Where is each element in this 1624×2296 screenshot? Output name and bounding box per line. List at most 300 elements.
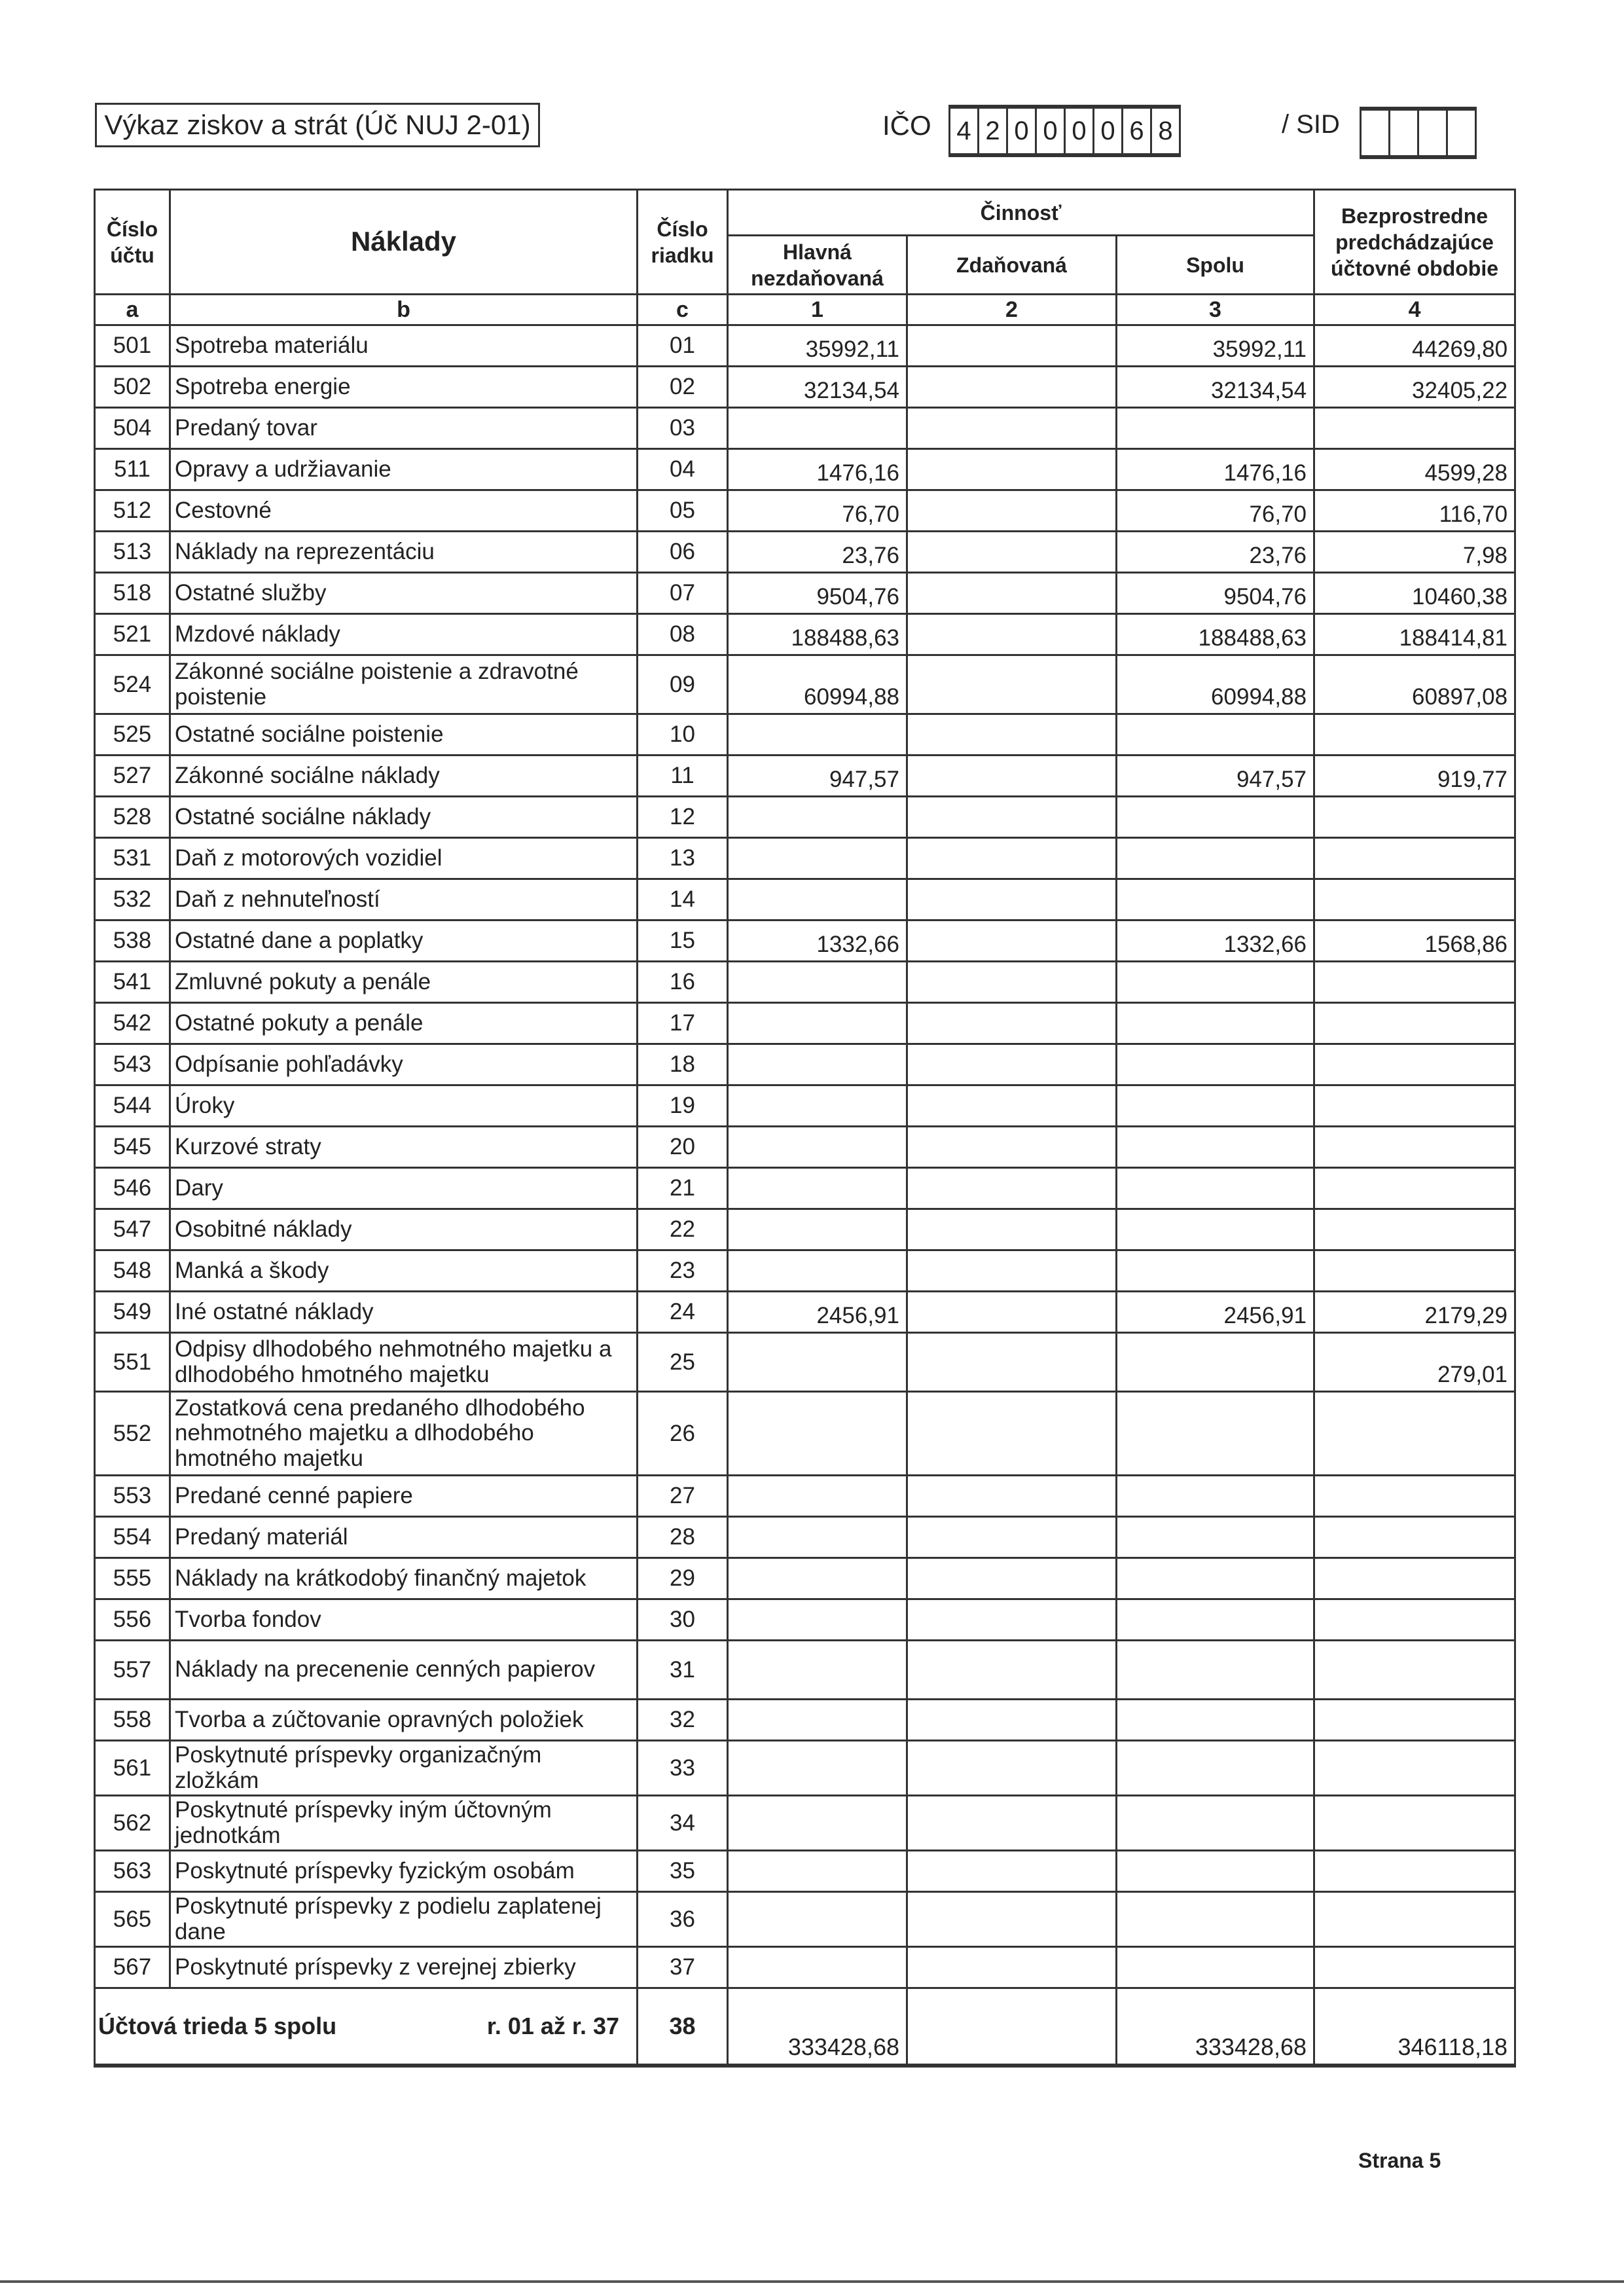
total-main-untaxed-cell[interactable]: 333428,68 [728, 1988, 907, 2066]
taxed-value-cell[interactable] [907, 614, 1117, 655]
total-value-cell[interactable] [1117, 1003, 1314, 1044]
account-number-cell: 565 [95, 1892, 170, 1947]
digit-box[interactable]: 0 [1066, 109, 1094, 153]
total-value-cell[interactable] [1117, 1209, 1314, 1250]
table-row [95, 1517, 1515, 1558]
total-value-cell[interactable] [1117, 1599, 1314, 1641]
col-header-costs: Náklady [170, 190, 638, 295]
row-number-cell: 20 [638, 1127, 728, 1168]
table-row [95, 325, 1515, 367]
account-number-cell: 512 [95, 490, 170, 532]
row-number-cell: 02 [638, 367, 728, 408]
table-row [95, 1392, 1515, 1476]
total-value-cell[interactable] [1117, 1476, 1314, 1517]
previous-period-value-cell[interactable] [1314, 1003, 1515, 1044]
taxed-value-cell[interactable] [907, 920, 1117, 962]
row-number-cell: 25 [638, 1333, 728, 1392]
cost-name-cell: Úroky [170, 1085, 638, 1127]
account-number-cell: 527 [95, 756, 170, 797]
col-header-total: Spolu [1117, 236, 1314, 295]
total-value-cell[interactable] [1117, 879, 1314, 920]
total-value-cell[interactable]: 947,57 [1117, 756, 1314, 797]
taxed-value-cell[interactable] [907, 1796, 1117, 1851]
cost-name-cell: Mzdové náklady [170, 614, 638, 655]
digit-box[interactable]: 6 [1123, 109, 1152, 153]
table-row [95, 838, 1515, 879]
account-number-cell: 541 [95, 962, 170, 1003]
main-untaxed-value-cell[interactable] [728, 1003, 907, 1044]
previous-period-value-cell[interactable] [1314, 714, 1515, 756]
cost-name-cell: Odpísanie pohľadávky [170, 1044, 638, 1085]
table-row [95, 367, 1515, 408]
cost-name-cell: Predaný tovar [170, 408, 638, 449]
main-untaxed-value-cell[interactable] [728, 1044, 907, 1085]
main-untaxed-value-cell[interactable]: 32134,54 [728, 367, 907, 408]
column-index-cell: a [95, 295, 170, 325]
total-value-cell[interactable] [1117, 1851, 1314, 1892]
taxed-value-cell[interactable] [907, 1292, 1117, 1333]
taxed-value-cell[interactable] [907, 655, 1117, 714]
previous-period-value-cell[interactable]: 60897,08 [1314, 655, 1515, 714]
main-untaxed-value-cell[interactable] [728, 879, 907, 920]
taxed-value-cell[interactable] [907, 325, 1117, 367]
account-number-cell: 551 [95, 1333, 170, 1392]
total-value-cell[interactable] [1117, 408, 1314, 449]
form-title: Výkaz ziskov a strát (Úč NUJ 2-01) [95, 103, 540, 147]
total-value-cell[interactable] [1117, 1796, 1314, 1851]
taxed-value-cell[interactable] [907, 1599, 1117, 1641]
taxed-value-cell[interactable] [907, 1517, 1117, 1558]
main-untaxed-value-cell[interactable]: 188488,63 [728, 614, 907, 655]
previous-period-value-cell[interactable] [1314, 962, 1515, 1003]
previous-period-value-cell[interactable] [1314, 1392, 1515, 1476]
account-number-cell: 538 [95, 920, 170, 962]
main-untaxed-value-cell[interactable]: 76,70 [728, 490, 907, 532]
previous-period-value-cell[interactable]: 10460,38 [1314, 573, 1515, 614]
main-untaxed-value-cell[interactable] [728, 1476, 907, 1517]
row-number-cell: 16 [638, 962, 728, 1003]
col-header-activity: Činnosť [728, 190, 1314, 236]
previous-period-value-cell[interactable]: 4599,28 [1314, 449, 1515, 490]
account-number-cell: 558 [95, 1700, 170, 1741]
taxed-value-cell[interactable] [907, 449, 1117, 490]
row-number-cell: 29 [638, 1558, 728, 1599]
column-index-cell: c [638, 295, 728, 325]
total-value-cell[interactable]: 23,76 [1117, 532, 1314, 573]
total-value-cell[interactable] [1117, 962, 1314, 1003]
account-number-cell: 556 [95, 1599, 170, 1641]
main-untaxed-value-cell[interactable] [728, 962, 907, 1003]
row-number-cell: 32 [638, 1700, 728, 1741]
row-number-cell: 31 [638, 1641, 728, 1700]
main-untaxed-value-cell[interactable] [728, 714, 907, 756]
main-untaxed-value-cell[interactable] [728, 1558, 907, 1599]
row-number-cell: 26 [638, 1392, 728, 1476]
cost-name-cell: Ostatné služby [170, 573, 638, 614]
taxed-value-cell[interactable] [907, 1085, 1117, 1127]
total-value-cell[interactable] [1117, 1892, 1314, 1947]
cost-name-cell: Spotreba energie [170, 367, 638, 408]
total-row [95, 1988, 1515, 2066]
table-row [95, 1741, 1515, 1796]
main-untaxed-value-cell[interactable] [728, 1892, 907, 1947]
row-number-cell: 36 [638, 1892, 728, 1947]
total-value-cell[interactable] [1117, 838, 1314, 879]
row-number-cell: 01 [638, 325, 728, 367]
table-row [95, 408, 1515, 449]
main-untaxed-value-cell[interactable]: 9504,76 [728, 573, 907, 614]
digit-box[interactable]: 0 [1094, 109, 1123, 153]
row-number-cell: 23 [638, 1250, 728, 1292]
row-number-cell: 03 [638, 408, 728, 449]
main-untaxed-value-cell[interactable]: 35992,11 [728, 325, 907, 367]
row-number-cell: 17 [638, 1003, 728, 1044]
page-edge-line [0, 2280, 1624, 2283]
main-untaxed-value-cell[interactable] [728, 1851, 907, 1892]
table-row [95, 1003, 1515, 1044]
account-number-cell: 502 [95, 367, 170, 408]
table-row [95, 962, 1515, 1003]
column-index-cell: 4 [1314, 295, 1515, 325]
previous-period-value-cell[interactable] [1314, 838, 1515, 879]
previous-period-value-cell[interactable]: 44269,80 [1314, 325, 1515, 367]
taxed-value-cell[interactable] [907, 756, 1117, 797]
cost-name-cell: Zákonné sociálne náklady [170, 756, 638, 797]
main-untaxed-value-cell[interactable] [728, 1700, 907, 1741]
cost-name-cell: Manká a škody [170, 1250, 638, 1292]
table-row [95, 1333, 1515, 1392]
taxed-value-cell[interactable] [907, 1741, 1117, 1796]
cost-name-cell: Poskytnuté príspevky z podielu zaplatenej dane [170, 1892, 638, 1947]
table-row [95, 1892, 1515, 1947]
taxed-value-cell[interactable] [907, 879, 1117, 920]
main-untaxed-value-cell[interactable] [728, 1517, 907, 1558]
main-untaxed-value-cell[interactable] [728, 1333, 907, 1392]
table-row [95, 1851, 1515, 1892]
cost-name-cell: Iné ostatné náklady [170, 1292, 638, 1333]
total-value-cell[interactable] [1117, 1333, 1314, 1392]
account-number-cell: 547 [95, 1209, 170, 1250]
total-value-cell[interactable]: 1476,16 [1117, 449, 1314, 490]
cost-name-cell: Poskytnuté príspevky iným účtovným jednotkám [170, 1796, 638, 1851]
row-number-cell: 15 [638, 920, 728, 962]
cost-name-cell: Odpisy dlhodobého nehmotného majetku a dlhodobého hmotného majetku [170, 1333, 638, 1392]
total-range: r. 01 až r. 37 [486, 2012, 619, 2039]
row-number-cell: 24 [638, 1292, 728, 1333]
digit-box[interactable] [1448, 111, 1477, 155]
taxed-value-cell[interactable] [907, 573, 1117, 614]
taxed-value-cell[interactable] [907, 1168, 1117, 1209]
total-previous-period-cell[interactable]: 346118,18 [1314, 1988, 1515, 2066]
previous-period-value-cell[interactable] [1314, 1700, 1515, 1741]
previous-period-value-cell[interactable] [1314, 1599, 1515, 1641]
table-row [95, 1044, 1515, 1085]
taxed-value-cell[interactable] [907, 1333, 1117, 1392]
total-value-cell[interactable] [1117, 1947, 1314, 1988]
previous-period-value-cell[interactable]: 2179,29 [1314, 1292, 1515, 1333]
total-value-cell[interactable]: 1332,66 [1117, 920, 1314, 962]
account-number-cell: 542 [95, 1003, 170, 1044]
previous-period-value-cell[interactable] [1314, 1168, 1515, 1209]
previous-period-value-cell[interactable] [1314, 797, 1515, 838]
row-number-cell: 06 [638, 532, 728, 573]
previous-period-value-cell[interactable] [1314, 879, 1515, 920]
table-row [95, 714, 1515, 756]
cost-name-cell: Osobitné náklady [170, 1209, 638, 1250]
total-value-cell[interactable] [1117, 1517, 1314, 1558]
taxed-value-cell[interactable] [907, 1892, 1117, 1947]
row-number-cell: 04 [638, 449, 728, 490]
previous-period-value-cell[interactable] [1314, 408, 1515, 449]
total-value-cell[interactable]: 188488,63 [1117, 614, 1314, 655]
previous-period-value-cell[interactable] [1314, 1892, 1515, 1947]
cost-name-cell: Predaný materiál [170, 1517, 638, 1558]
previous-period-value-cell[interactable] [1314, 1476, 1515, 1517]
total-value-cell[interactable] [1117, 1168, 1314, 1209]
account-number-cell: 518 [95, 573, 170, 614]
main-untaxed-value-cell[interactable] [728, 1085, 907, 1127]
table-row [95, 449, 1515, 490]
account-number-cell: 543 [95, 1044, 170, 1085]
total-value-cell[interactable] [1117, 714, 1314, 756]
col-header-previous-period: Bezprostredne predchádzajúce účtovné obdobie [1314, 190, 1515, 295]
table-row [95, 573, 1515, 614]
total-value-cell[interactable] [1117, 1700, 1314, 1741]
taxed-value-cell[interactable] [907, 962, 1117, 1003]
row-number-cell: 35 [638, 1851, 728, 1892]
column-index-row [95, 295, 1515, 325]
taxed-value-cell[interactable] [907, 1127, 1117, 1168]
taxed-value-cell[interactable] [907, 797, 1117, 838]
taxed-value-cell[interactable] [907, 532, 1117, 573]
total-total-cell[interactable]: 333428,68 [1117, 1988, 1314, 2066]
main-untaxed-value-cell[interactable] [728, 1741, 907, 1796]
main-untaxed-value-cell[interactable]: 1332,66 [728, 920, 907, 962]
main-untaxed-value-cell[interactable] [728, 1796, 907, 1851]
previous-period-value-cell[interactable] [1314, 1641, 1515, 1700]
previous-period-value-cell[interactable]: 279,01 [1314, 1333, 1515, 1392]
account-number-cell: 504 [95, 408, 170, 449]
digit-box[interactable] [1390, 111, 1419, 155]
total-value-cell[interactable] [1117, 1250, 1314, 1292]
taxed-value-cell[interactable] [907, 1003, 1117, 1044]
column-index-cell: 2 [907, 295, 1117, 325]
row-number-cell: 19 [638, 1085, 728, 1127]
account-number-cell: 544 [95, 1085, 170, 1127]
cost-name-cell: Poskytnuté príspevky fyzickým osobám [170, 1851, 638, 1892]
cost-name-cell: Spotreba materiálu [170, 325, 638, 367]
col-header-account: Číslo účtu [95, 190, 170, 295]
cost-name-cell: Náklady na reprezentáciu [170, 532, 638, 573]
total-value-cell[interactable]: 60994,88 [1117, 655, 1314, 714]
main-untaxed-value-cell[interactable]: 947,57 [728, 756, 907, 797]
taxed-value-cell[interactable] [907, 838, 1117, 879]
taxed-value-cell[interactable] [907, 490, 1117, 532]
previous-period-value-cell[interactable] [1314, 1796, 1515, 1851]
main-untaxed-value-cell[interactable] [728, 1641, 907, 1700]
col-header-taxed: Zdaňovaná [907, 236, 1117, 295]
main-untaxed-value-cell[interactable] [728, 408, 907, 449]
total-value-cell[interactable]: 32134,54 [1117, 367, 1314, 408]
row-number-cell: 30 [638, 1599, 728, 1641]
total-value-cell[interactable] [1117, 1741, 1314, 1796]
previous-period-value-cell[interactable] [1314, 1250, 1515, 1292]
row-number-cell: 28 [638, 1517, 728, 1558]
digit-box[interactable]: 0 [1008, 109, 1037, 153]
total-label-cell [95, 1988, 638, 2066]
previous-period-value-cell[interactable] [1314, 1209, 1515, 1250]
taxed-value-cell[interactable] [907, 1851, 1117, 1892]
previous-period-value-cell[interactable]: 188414,81 [1314, 614, 1515, 655]
row-number-cell: 08 [638, 614, 728, 655]
table-row [95, 655, 1515, 714]
main-untaxed-value-cell[interactable] [728, 1392, 907, 1476]
taxed-value-cell[interactable] [907, 1947, 1117, 1988]
digit-box[interactable]: 4 [950, 109, 979, 153]
main-untaxed-value-cell[interactable] [728, 838, 907, 879]
total-value-cell[interactable] [1117, 1641, 1314, 1700]
total-value-cell[interactable] [1117, 1085, 1314, 1127]
previous-period-value-cell[interactable] [1314, 1044, 1515, 1085]
main-untaxed-value-cell[interactable] [728, 1209, 907, 1250]
total-value-cell[interactable] [1117, 797, 1314, 838]
row-number-cell: 10 [638, 714, 728, 756]
account-number-cell: 513 [95, 532, 170, 573]
row-number-cell: 22 [638, 1209, 728, 1250]
digit-box[interactable]: 2 [979, 109, 1008, 153]
digit-box[interactable]: 8 [1152, 109, 1181, 153]
digit-box[interactable] [1362, 111, 1390, 155]
account-number-cell: 567 [95, 1947, 170, 1988]
table-row [95, 756, 1515, 797]
taxed-value-cell[interactable] [907, 1700, 1117, 1741]
table-row [95, 1127, 1515, 1168]
previous-period-value-cell[interactable]: 919,77 [1314, 756, 1515, 797]
row-number-cell: 13 [638, 838, 728, 879]
cost-name-cell: Tvorba fondov [170, 1599, 638, 1641]
sid-label: / SID [1282, 110, 1340, 139]
main-untaxed-value-cell[interactable]: 1476,16 [728, 449, 907, 490]
account-number-cell: 554 [95, 1517, 170, 1558]
main-untaxed-value-cell[interactable]: 60994,88 [728, 655, 907, 714]
total-taxed-cell[interactable] [907, 1988, 1117, 2066]
row-number-cell: 34 [638, 1796, 728, 1851]
main-untaxed-value-cell[interactable] [728, 1947, 907, 1988]
main-untaxed-value-cell[interactable] [728, 1168, 907, 1209]
taxed-value-cell[interactable] [907, 1250, 1117, 1292]
table-row [95, 1599, 1515, 1641]
main-untaxed-value-cell[interactable]: 23,76 [728, 532, 907, 573]
table-row [95, 1292, 1515, 1333]
table-row [95, 614, 1515, 655]
cost-name-cell: Ostatné sociálne náklady [170, 797, 638, 838]
row-number-cell: 14 [638, 879, 728, 920]
digit-box[interactable] [1419, 111, 1448, 155]
taxed-value-cell[interactable] [907, 408, 1117, 449]
previous-period-value-cell[interactable] [1314, 1127, 1515, 1168]
taxed-value-cell[interactable] [907, 1641, 1117, 1700]
main-untaxed-value-cell[interactable] [728, 1599, 907, 1641]
previous-period-value-cell[interactable] [1314, 1085, 1515, 1127]
account-number-cell: 552 [95, 1392, 170, 1476]
total-value-cell[interactable]: 76,70 [1117, 490, 1314, 532]
previous-period-value-cell[interactable]: 116,70 [1314, 490, 1515, 532]
table-row [95, 1700, 1515, 1741]
cost-name-cell: Kurzové straty [170, 1127, 638, 1168]
cost-name-cell: Náklady na krátkodobý finančný majetok [170, 1558, 638, 1599]
main-untaxed-value-cell[interactable] [728, 1127, 907, 1168]
main-untaxed-value-cell[interactable] [728, 1250, 907, 1292]
account-number-cell: 501 [95, 325, 170, 367]
table-row [95, 1250, 1515, 1292]
cost-name-cell: Zostatková cena predaného dlhodobého nehmotného majetku a dlhodobého hmotného majetku [170, 1392, 638, 1476]
digit-box[interactable]: 0 [1037, 109, 1066, 153]
taxed-value-cell[interactable] [907, 367, 1117, 408]
taxed-value-cell[interactable] [907, 1209, 1117, 1250]
previous-period-value-cell[interactable] [1314, 1741, 1515, 1796]
taxed-value-cell[interactable] [907, 1392, 1117, 1476]
table-row [95, 1641, 1515, 1700]
cost-name-cell: Daň z nehnuteľností [170, 879, 638, 920]
cost-name-cell: Ostatné pokuty a penále [170, 1003, 638, 1044]
page-number: Strana 5 [1358, 2149, 1441, 2172]
total-value-cell[interactable]: 9504,76 [1117, 573, 1314, 614]
total-value-cell[interactable]: 35992,11 [1117, 325, 1314, 367]
previous-period-value-cell[interactable]: 32405,22 [1314, 367, 1515, 408]
cost-name-cell: Dary [170, 1168, 638, 1209]
table-row [95, 879, 1515, 920]
row-number-cell: 18 [638, 1044, 728, 1085]
total-value-cell[interactable] [1117, 1558, 1314, 1599]
table-row [95, 920, 1515, 962]
taxed-value-cell[interactable] [907, 1558, 1117, 1599]
account-number-cell: 561 [95, 1741, 170, 1796]
account-number-cell: 521 [95, 614, 170, 655]
table-row [95, 532, 1515, 573]
account-number-cell: 549 [95, 1292, 170, 1333]
account-number-cell: 548 [95, 1250, 170, 1292]
previous-period-value-cell[interactable]: 1568,86 [1314, 920, 1515, 962]
cost-name-cell: Zmluvné pokuty a penále [170, 962, 638, 1003]
cost-name-cell: Predané cenné papiere [170, 1476, 638, 1517]
column-index-cell: b [170, 295, 638, 325]
cost-name-cell: Poskytnuté príspevky organizačným zložkám [170, 1741, 638, 1796]
taxed-value-cell[interactable] [907, 1476, 1117, 1517]
row-number-cell: 07 [638, 573, 728, 614]
taxed-value-cell[interactable] [907, 1044, 1117, 1085]
total-value-cell[interactable] [1117, 1127, 1314, 1168]
account-number-cell: 563 [95, 1851, 170, 1892]
total-value-cell[interactable] [1117, 1044, 1314, 1085]
previous-period-value-cell[interactable] [1314, 1947, 1515, 1988]
cost-name-cell: Náklady na precenenie cenných papierov [170, 1641, 638, 1700]
previous-period-value-cell[interactable] [1314, 1851, 1515, 1892]
previous-period-value-cell[interactable] [1314, 1517, 1515, 1558]
total-value-cell[interactable]: 2456,91 [1117, 1292, 1314, 1333]
previous-period-value-cell[interactable]: 7,98 [1314, 532, 1515, 573]
taxed-value-cell[interactable] [907, 714, 1117, 756]
ico-field[interactable] [948, 105, 1181, 157]
total-value-cell[interactable] [1117, 1392, 1314, 1476]
main-untaxed-value-cell[interactable]: 2456,91 [728, 1292, 907, 1333]
cost-name-cell: Cestovné [170, 490, 638, 532]
column-index-cell: 3 [1117, 295, 1314, 325]
sid-field[interactable] [1360, 107, 1477, 159]
table-row [95, 1558, 1515, 1599]
main-untaxed-value-cell[interactable] [728, 797, 907, 838]
previous-period-value-cell[interactable] [1314, 1558, 1515, 1599]
row-number-cell: 27 [638, 1476, 728, 1517]
